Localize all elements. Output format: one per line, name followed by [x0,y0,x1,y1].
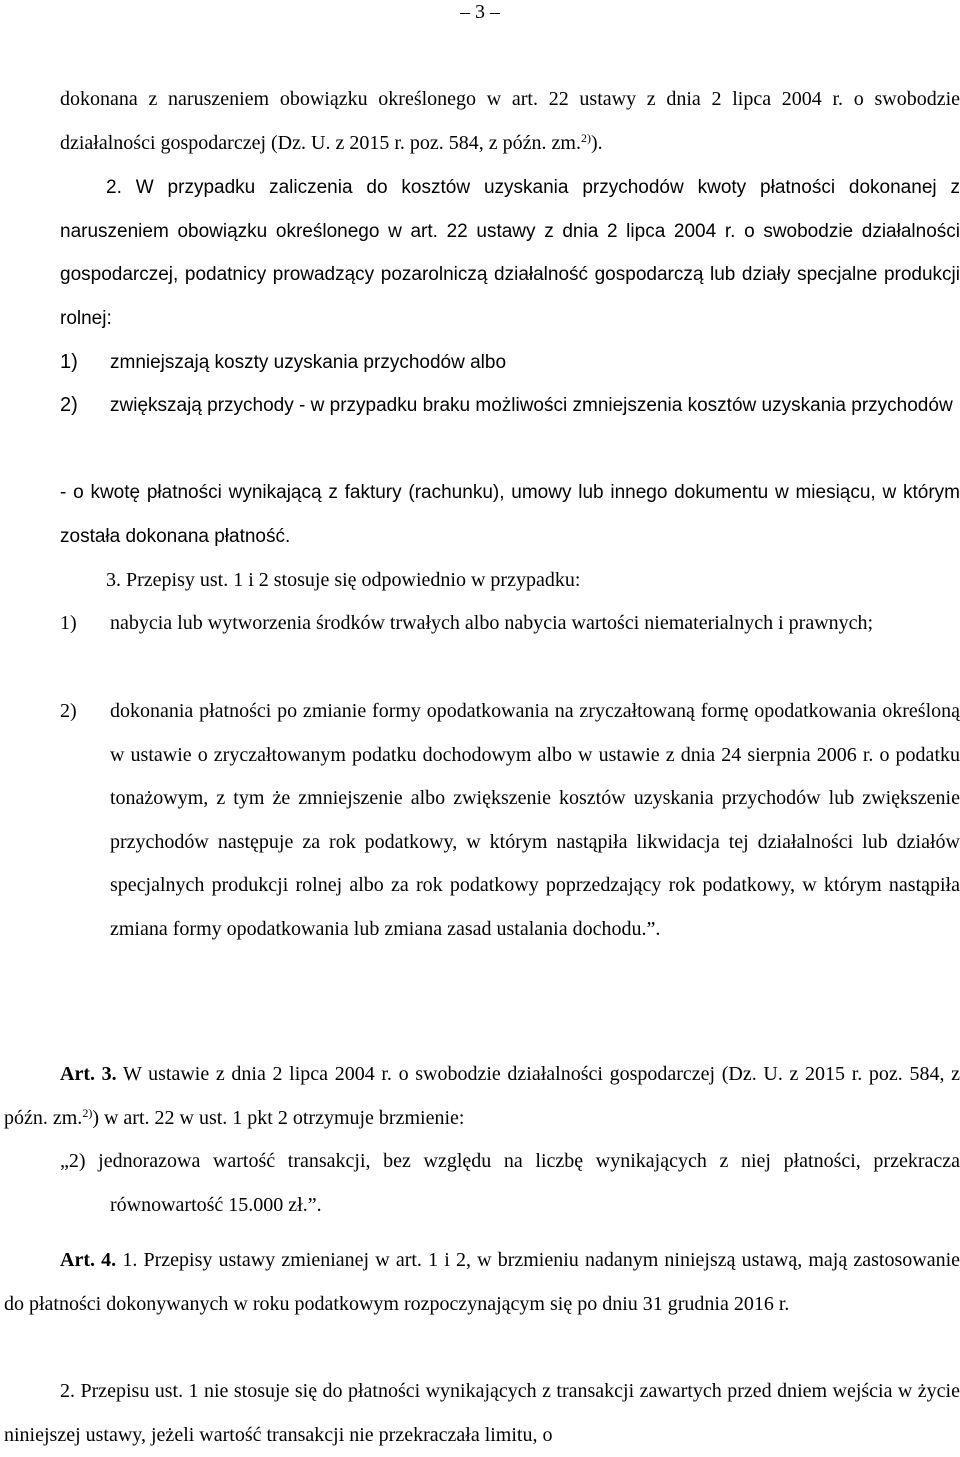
list-number: 2) [60,394,78,416]
list-number: 1) [60,612,77,634]
list-item: dokonania płatności po zmianie formy opodatkowania na zryczałtowaną formę opodatkowania określoną w ustawie o zryczałtowanym podatku dochodowym albo w ustawie z dnia 24 sierpnia 2006 r. o podatku tonażowym, z tym że zmniejszenie albo zwiększenie kosztów uzyskania przychodów lub zwiększenie przychodów następuje za rok podatkowy, w którym nastąpiła likwidacja tej działalności lub działów specjalnych produkcji rolnej albo za rok podatkowy poprzedzający rok podatkowy, w którym nastąpiła zmiana formy opodatkowania lub zmiana zasad ustalania dochodu.”. [110,700,960,940]
footnote-ref: 2) [82,1105,93,1120]
footnote-ref: 2) [580,130,591,145]
paragraph-text-end: ). [590,131,603,154]
article-text: 1. Przepisy ustawy zmienianej w art. 1 i 2, w brzmieniu nadanym niniejszą ustawą, mają zastosowanie do płatności dokonywanych w roku podatkowym rozpoczynającym się po dniu 31 grudnia 2016 r. [4,1249,960,1315]
article-label: Art. 4. [60,1249,117,1271]
article-3 [4,1053,960,1140]
list-number: 2) [60,700,77,722]
paragraph-4: 3. Przepisy ust. 1 i 2 stosuje się odpowiednio w przypadku: [106,569,581,591]
paragraph-text: dokonana z naruszeniem obowiązku określonego w art. 22 ustawy z dnia 2 lipca 2004 r. o swobodzie działalności gospodarczej (Dz. U. z 2015 r. poz. 584, z późn. zm. [60,88,960,154]
article-text-end: ) w art. 22 w ust. 1 pkt 2 otrzymuje brzmienie: [92,1106,465,1129]
paragraph-2: 2. W przypadku zaliczenia do kosztów uzyskania przychodów kwoty płatności dokonanej z naruszeniem obowiązku określonego w art. 22 ustawy z dnia 2 lipca 2004 r. o swobodzie działalności gospodarczej, podatnicy prowadzący pozarolniczą działalność gospodarczą lub działy specjalne produkcji rolnej: [60,177,960,329]
paragraph-3: - o kwotę płatności wynikającą z faktury (rachunku), umowy lub innego dokumentu w miesiącu, w którym została dokonana płatność. [60,482,960,547]
list-item: zwiększają przychody - w przypadku braku możliwości zmniejszenia kosztów uzyskania przychodów [110,395,953,416]
list-item: zmniejszają koszty uzyskania przychodów albo [110,352,507,373]
article-text: W ustawie z dnia 2 lipca 2004 r. o swobodzie działalności gospodarczej (Dz. U. z 2015 r. poz. 584, z późn. zm. [4,1063,960,1129]
paragraph-continuation [60,78,960,165]
page-number: – 3 – [460,1,500,23]
list-item: nabycia lub wytworzenia środków trwałych albo nabycia wartości niematerialnych i prawnych; [110,612,874,634]
article-4-paragraph-2: 2. Przepisu ust. 1 nie stosuje się do płatności wynikających z transakcji zawartych przed dniem wejścia w życie niniejszej ustawy, jeżeli wartość transakcji nie przekraczała limitu, o [4,1380,960,1446]
list-number: 1) [60,351,78,373]
quoted-provision: „2) jednorazowa wartość transakcji, bez względu na liczbę wynikających z niej płatności, przekracza równowartość 15.000 zł.”. [60,1150,960,1216]
article-label: Art. 3. [60,1063,117,1085]
article-4 [4,1239,960,1326]
